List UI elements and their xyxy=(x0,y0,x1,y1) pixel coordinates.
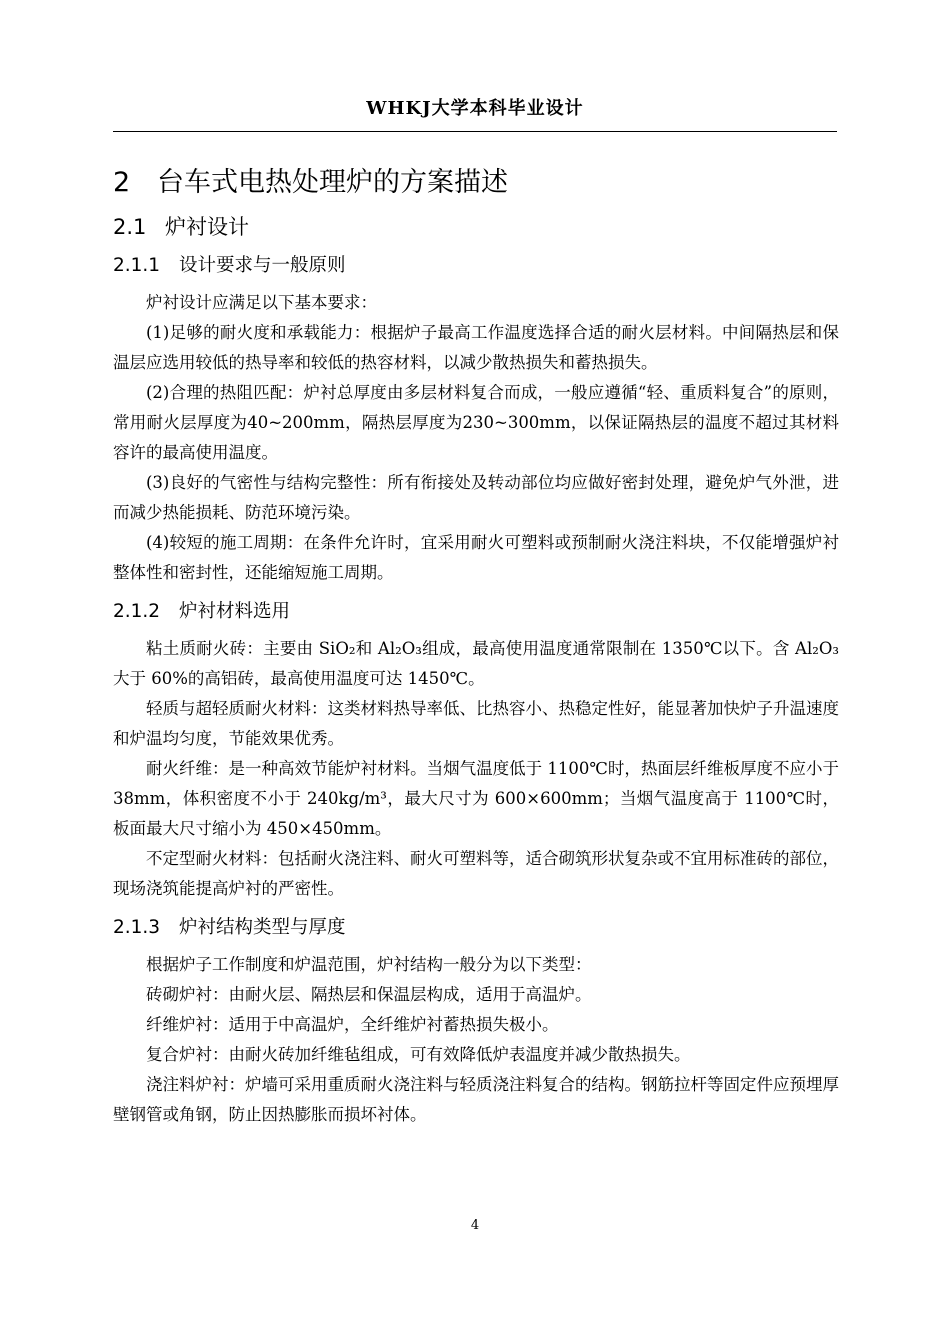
section-title: 炉衬设计 xyxy=(165,215,249,239)
paragraph: 不定型耐火材料：包括耐火浇注料、耐火可塑料等，适合砌筑形状复杂或不宜用标准砖的部位，现场浇筑能提高炉衬的严密性。 xyxy=(113,849,839,898)
subsection-heading-3 xyxy=(113,914,839,942)
paragraph: 浇注料炉衬：炉墙可采用重质耐火浇注料与轻质浇注料复合的结构。钢筋拉杆等固定件应预埋厚壁钢管或角钢，防止因热膨胀而损坏衬体。 xyxy=(113,1075,839,1124)
chapter-number: 2 xyxy=(113,167,131,198)
paragraph: 粘土质耐火砖：主要由 SiO₂和 Al₂O₃组成，最高使用温度通常限制在 1350℃以下。含 Al₂O₃大于 60%的高铝砖，最高使用温度可达 1450℃。 xyxy=(113,639,839,688)
subsection-title: 炉衬材料选用 xyxy=(179,601,291,622)
page-body xyxy=(113,158,839,1130)
paragraph: 纤维炉衬：适用于中高温炉，全纤维炉衬蓄热损失极小。 xyxy=(146,1015,559,1034)
header-rule xyxy=(113,131,837,132)
paragraph: (2)合理的热阻匹配：炉衬总厚度由多层材料复合而成，一般应遵循“轻、重质料复合”的原则，常用耐火层厚度为40~200mm，隔热层厚度为230~300mm，以保证隔热层的温度不超过其材料容许的最高使用温度。 xyxy=(113,383,839,462)
section-heading xyxy=(113,212,839,242)
paragraph: 炉衬设计应满足以下基本要求： xyxy=(146,293,377,312)
paragraph: 根据炉子工作制度和炉温范围，炉衬结构一般分为以下类型： xyxy=(146,955,592,974)
paragraph: 轻质与超轻质耐火材料：这类材料热导率低、比热容小、热稳定性好，能显著加快炉子升温速度和炉温均匀度，节能效果优秀。 xyxy=(113,699,839,748)
page-number: 4 xyxy=(470,1218,480,1233)
chapter-title: 台车式电热处理炉的方案描述 xyxy=(157,167,508,198)
chapter-heading xyxy=(113,166,839,200)
subsection-title: 炉衬结构类型与厚度 xyxy=(179,917,346,938)
subsection-title: 设计要求与一般原则 xyxy=(179,255,346,276)
subsection-heading-1 xyxy=(113,252,839,280)
paragraph: (1)足够的耐火度和承载能力：根据炉子最高工作温度选择合适的耐火层材料。中间隔热层和保温层应选用较低的热导率和较低的热容材料，以减少散热损失和蓄热损失。 xyxy=(113,323,839,372)
section-number: 2.1 xyxy=(113,215,147,239)
subsection-number: 2.1.2 xyxy=(113,601,161,622)
page-header: WHKJ大学本科毕业设计 xyxy=(366,98,584,119)
paragraph: 复合炉衬：由耐火砖加纤维毡组成，可有效降低炉表温度并减少散热损失。 xyxy=(146,1045,691,1064)
subsection-number: 2.1.1 xyxy=(113,255,161,276)
subsection-number: 2.1.3 xyxy=(113,917,161,938)
paragraph: 砖砌炉衬：由耐火层、隔热层和保温层构成，适用于高温炉。 xyxy=(146,985,592,1004)
paragraph: 耐火纤维：是一种高效节能炉衬材料。当烟气温度低于 1100℃时，热面层纤维板厚度不应小于 38mm，体积密度不小于 240kg/m³，最大尺寸为 600×600mm；当烟气温度高于 1100℃时，板面最大尺寸缩小为 450×450mm。 xyxy=(113,759,839,838)
paragraph: (4)较短的施工周期：在条件允许时，宜采用耐火可塑料或预制耐火浇注料块，不仅能增强炉衬整体性和密封性，还能缩短施工周期。 xyxy=(113,533,839,582)
paragraph: (3)良好的气密性与结构完整性：所有衔接处及转动部位均应做好密封处理，避免炉气外泄，进而减少热能损耗、防范环境污染。 xyxy=(113,473,839,522)
subsection-heading-2 xyxy=(113,598,839,626)
